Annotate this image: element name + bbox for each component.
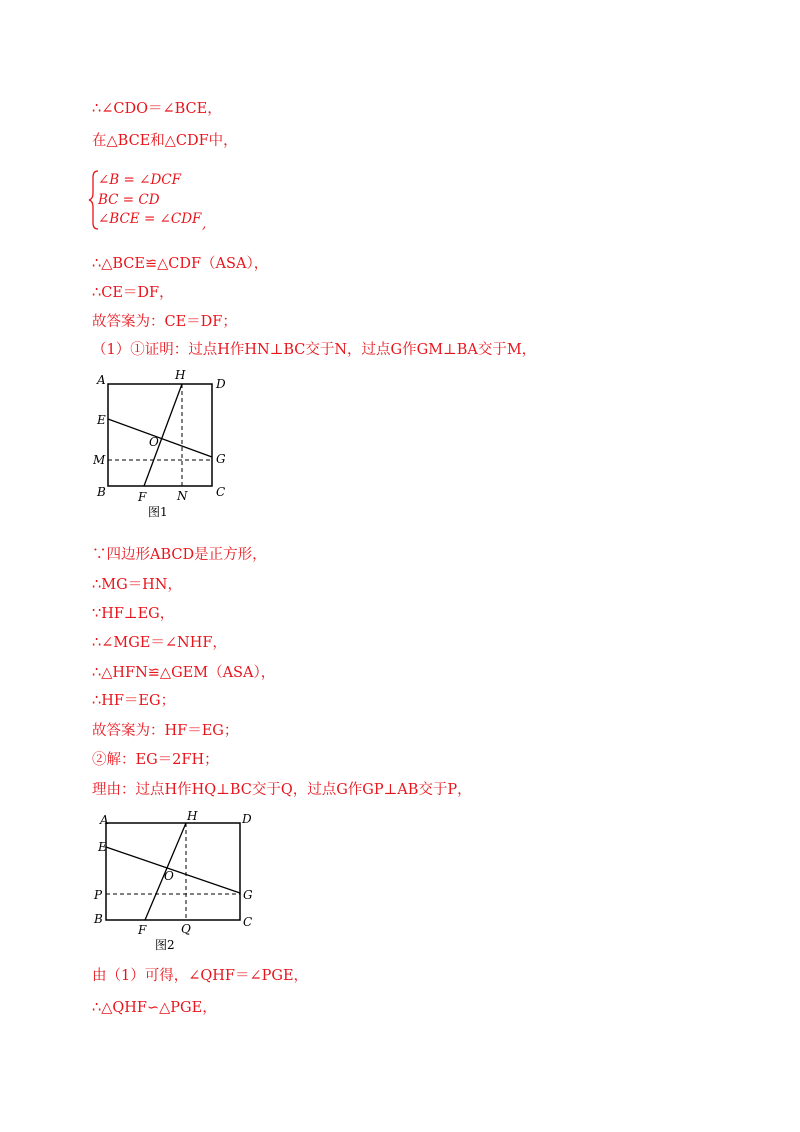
text-line-16: 由（1）可得，∠QHF＝∠PGE， bbox=[92, 968, 309, 984]
figure-2 bbox=[88, 806, 268, 966]
fig1-label-d: D bbox=[216, 377, 226, 391]
text-line-15: 理由：过点H作HQ⊥BC交于Q，过点G作GP⊥AB交于P， bbox=[92, 782, 472, 798]
fig1-label-g: G bbox=[216, 452, 226, 466]
fig2-label-d: D bbox=[242, 812, 252, 826]
text-line-7: ∵四边形ABCD是正方形， bbox=[92, 547, 267, 563]
fig2-label-g: G bbox=[243, 888, 253, 902]
text-line-11: ∴△HFN≌△GEM（ASA）， bbox=[92, 665, 276, 681]
system-row-2: BC = CD bbox=[98, 192, 160, 208]
fig1-label-h: H bbox=[175, 368, 186, 382]
text-line-2: 在△BCE和△CDF中， bbox=[92, 133, 238, 149]
fig1-caption: 图1 bbox=[148, 505, 168, 519]
text-line-14: ②解：EG＝2FH； bbox=[92, 752, 219, 768]
fig1-label-n: N bbox=[177, 489, 188, 503]
text-line-8: ∴MG＝HN， bbox=[92, 577, 182, 593]
figure-1 bbox=[88, 366, 248, 530]
text-line-1: ∴∠CDO＝∠BCE， bbox=[92, 101, 222, 117]
text-line-3: ∴△BCE≌△CDF（ASA）， bbox=[92, 256, 269, 272]
fig1-label-m: M bbox=[93, 453, 106, 467]
system-row-1: ∠B = ∠DCF bbox=[98, 172, 181, 188]
equation-system bbox=[88, 169, 218, 231]
fig2-label-f: F bbox=[138, 923, 147, 937]
text-line-17: ∴△QHF∽△PGE， bbox=[92, 1000, 217, 1016]
fig2-label-h: H bbox=[187, 809, 198, 823]
fig1-label-a: A bbox=[97, 373, 106, 387]
fig2-label-o: O bbox=[164, 869, 174, 883]
text-line-12: ∴HF＝EG； bbox=[92, 693, 176, 709]
fig1-label-e: E bbox=[97, 413, 106, 427]
fig2-label-e: E bbox=[98, 840, 107, 854]
system-comma: , bbox=[202, 216, 207, 232]
fig2-label-p: P bbox=[94, 888, 103, 902]
text-line-5: 故答案为：CE＝DF； bbox=[92, 314, 237, 330]
fig2-label-c: C bbox=[243, 915, 253, 929]
text-line-13: 故答案为：HF＝EG； bbox=[92, 723, 239, 739]
fig1-label-c: C bbox=[216, 485, 226, 499]
text-line-4: ∴CE＝DF， bbox=[92, 285, 174, 301]
text-line-6: （1）①证明：过点H作HN⊥BC交于N，过点G作GM⊥BA交于M， bbox=[92, 342, 537, 358]
text-line-10: ∴∠MGE＝∠NHF， bbox=[92, 635, 227, 651]
fig2-label-b: B bbox=[94, 912, 103, 926]
fig1-label-o: O bbox=[149, 435, 159, 449]
fig2-label-q: Q bbox=[181, 922, 191, 936]
fig2-label-a: A bbox=[100, 813, 109, 827]
text-line-9: ∵HF⊥EG， bbox=[92, 606, 175, 622]
system-row-3: ∠BCE = ∠CDF bbox=[98, 211, 202, 227]
fig1-label-f: F bbox=[138, 490, 147, 504]
fig1-label-b: B bbox=[97, 485, 106, 499]
fig2-caption: 图2 bbox=[155, 938, 175, 952]
